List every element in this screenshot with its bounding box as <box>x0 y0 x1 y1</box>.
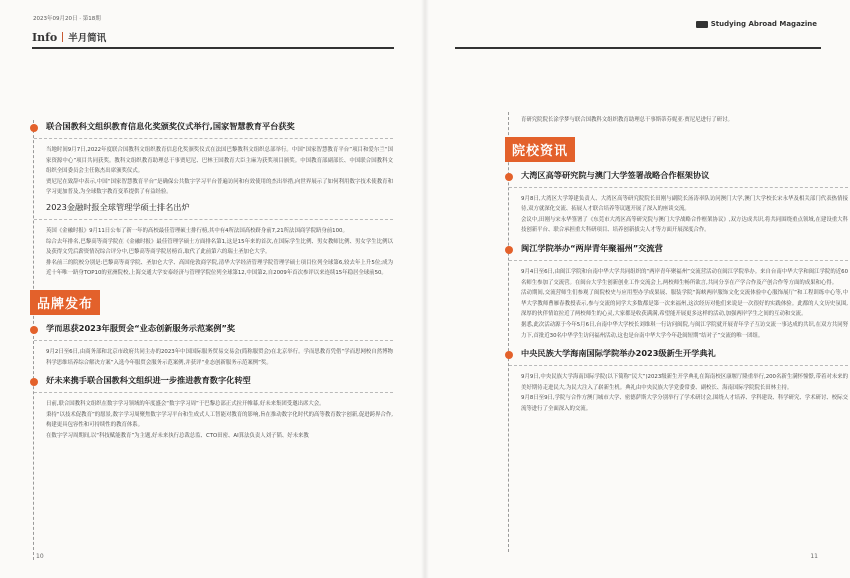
article-title: 闽江学院举办“两岸青年聚福州”交流营 <box>521 242 663 253</box>
bullet-dot <box>505 351 513 359</box>
paragraph: 育研究院院长涂学梦与联合国教科文组织教育助理总干事斯蒂芬妮亚·贾尼尼进行了研讨。 <box>521 117 733 123</box>
divider <box>34 392 393 393</box>
brand-banner: 品牌发布 <box>30 290 100 315</box>
divider <box>509 187 848 188</box>
paragraph: 贾尼尼在致辞中表示,中国“国家智慧教育平台”是确保公共数字学习平台普遍访问和有效使用的杰出举措,向世界展示了如何利用数字技术使教育和学习更加普及,为全球数字教育变革提供了有益经验。 <box>46 178 393 196</box>
article-gba-macau <box>509 169 848 236</box>
article-title: 中央民族大学海南国际学院举办2023级新生开学典礼 <box>521 348 716 359</box>
paragraph: 当地时间9月7日,2022年度联合国教科文组织教育信息化奖颁奖仪式在法国巴黎教科文组织总部举行。中国“国家智慧教育平台”项目和爱尔兰“国家资源中心”项目共同获奖。教科文组织教育助理总干事贾尼尼、巴林王国教育大臣主麻为获奖项目颁奖。中国教育部副部长、中国联合国教科文组织全国委员会主任陈杰出席颁奖仪式。 <box>46 147 393 175</box>
paragraph: 会议中,田刚与宋永华签署了《东莞市大湾区高等研究院与澳门大学战略合作框架协议》,双方达成共识,将共同围绕重点领域,在建设重大科技创新平台、联合承担重大科研项目、培养创新拔尖人才等方面开展深度合作。 <box>521 216 848 234</box>
divider <box>509 365 848 366</box>
paragraph: 9月4日至6日,由闽江学院和台南中华大学共同组织的“两岸青年聚福州”交流营活动在闽江学院举办。来自台南中华大学和闽江学院的近60名师生参加了交流营。在闽台大学生创新创业工作交流会上,两校师生畅所欲言,共同分享在产学合作及产创合作等方面的成果和心得。 <box>521 268 848 286</box>
article-subtitle: 2023金融时报全球管理学硕士排名出炉 <box>46 201 190 212</box>
paragraph: 活动期间,交流营师生们参观了闽院校史与应用型办学成果展、服装学院“海峡两岸服饰文化交流体验中心服饰展厅”和工程训练中心等,中华大学教师曹雁春教授表示,参与交流的同学大多数都是第一次来福州,这次经历对他们来说是一次很好的实践体验。此都的人文历史氛围,深厚的伙伴情谊拉近了两校师生的心灵,大家都是收获满满,希望能开展更多这样的活动,加强两岸学生之间的互动和交流。 <box>521 290 848 318</box>
article-title: 学而思获2023年服贸会“业态创新服务示范案例”奖 <box>46 322 236 333</box>
divider <box>34 219 393 220</box>
section-divider <box>62 32 63 42</box>
bullet-dot <box>30 124 38 132</box>
article-minjiang <box>509 242 848 341</box>
paragraph: 9月9日,中央民族大学海南国际学院(以下简称“民大”)2023级新生开学典礼在海南校区康堰厅隆重举行,200名新生满怀憧憬,带着对未来的美好期待走进民大,为民大注入了崭新生机。典礼由中央民族大学党委常委、副校长、海南国际学院院长田林主持。 <box>521 374 848 391</box>
left-column <box>33 120 393 560</box>
magazine-masthead <box>696 20 817 28</box>
paragraph: 日前,联合国教科文组织在数字学习领域的年度盛会“数字学习周”于巴黎总部正式拉开帷幕,好未来集团受邀出席大会。 <box>46 401 325 408</box>
divider <box>509 260 848 261</box>
page-gutter <box>421 0 429 578</box>
page-number-right: 11 <box>810 553 818 560</box>
article-unesco-award <box>34 120 393 279</box>
paragraph: 在数字学习周期间,以“科技赋能教育”为主题,好未来执行总裁总监、CTO田密、AI算法负责人刘子韬、好未来教 <box>46 432 309 439</box>
right-column <box>508 112 848 552</box>
article-xueersi <box>34 322 393 368</box>
issue-date: 2023年09月20日 · 第18期 <box>33 16 101 22</box>
article-tal-unesco <box>34 374 393 441</box>
bullet-dot <box>505 246 513 254</box>
paragraph: 9月8日至9日,学院与合作方澳门城市大学、密德萨斯大学分别举行了学术研讨会,围绕人才培养、学科建设、科学研究、学术研讨、校际交流等进行了全面深入的交流。 <box>521 395 848 412</box>
magazine-name: Studying Abroad Magazine <box>710 20 817 28</box>
section-en: Info <box>32 31 58 44</box>
page-number-left: 10 <box>36 553 44 560</box>
magazine-logo-icon <box>696 21 708 28</box>
paragraph: 秉持“以技术促教育”的愿景,数字学习周聚焦数字学习平台和生成式人工智能对教育的影响,旨在推动数字化时代的高等教育数字创新,促进跨界合作,构建更具包容性和可持续性的教育体系。 <box>46 411 393 429</box>
paragraph: 据悉,此次活动源于今年5月6日,台南中华大学校长刘维琪一行访问闽院,与闽江学院就开展青年学子互访交流一事达成的共识,在双方共同努力下,首批近30名中华学生访问福州活动,这也是台南中华大学今年赴闽短期“结对子”交流的唯一团组。 <box>521 321 848 339</box>
article-title: 大湾区高等研究院与澳门大学签署战略合作框架协议 <box>521 169 710 180</box>
article-minzu-hainan <box>509 347 848 414</box>
header-rule <box>32 47 394 49</box>
paragraph: 综合去年排名,巴黎高等商学院在《金融时报》最佳管理学硕士方面排名第1,这是15年来的首次,在国际学生比例、男女教师比例、男女学生比例以及获得文凭后薪资情况综合评分中,巴黎高等商学院居榜首,取代了此前第六的瑞士圣加仑大学。 <box>46 238 393 256</box>
paragraph: 排名前三的院校分别是:巴黎高等商学院、圣加仑大学、高国伦敦商学院,清华大学经济管理学院管理学硕士项目位列全球第6,较去年上升5位;成为近十年唯一跻身TOP10的亚洲院校,上海交通大学安泰经济与管理学院位列全球第12,中国第2,自2009年首次参评以来连续15年稳居全球前50。 <box>46 259 393 277</box>
bullet-dot <box>505 173 513 181</box>
bullet-dot <box>30 378 38 386</box>
article-continued <box>509 115 848 126</box>
section-cn: 半月简讯 <box>68 33 107 44</box>
section-header <box>32 30 106 44</box>
article-title: 好未来携手联合国教科文组织进一步推进教育数字化转型 <box>46 375 251 386</box>
bullet-dot <box>30 326 38 334</box>
article-title: 联合国教科文组织教育信息化奖颁奖仪式举行,国家智慧教育平台获奖 <box>46 121 295 131</box>
paragraph: 英国《金融时报》9月11日公布了新一年的高校最佳管理硕士排行榜,其中有4所法国高校跻身前7,21所法国商学院跻身前100。 <box>46 227 348 234</box>
paragraph: 9月2日至6日,由商务部和北京市政府共同主办的2023年中国国际服务贸易交易会(简称服贸会)在北京举行。学而思教育凭借“学而思网校自然博物科学思维培养综合解决方案”入选今年服贸会服务示范案例,并获评“业态创新服务示范案例”奖。 <box>46 348 393 366</box>
college-banner: 院校资讯 <box>505 137 575 162</box>
header-rule <box>455 47 821 49</box>
divider <box>34 340 393 341</box>
paragraph: 9月8日,大湾区大学筹建负责人、大湾区高等研究院院长田刚与副院长汤涛率队访问澳门大学,澳门大学校长宋永华及相关部门代表热情接待,双方就深化交流、拓展人才联合培养等议题开展了深入的座谈交流。 <box>521 195 848 213</box>
divider <box>34 138 393 139</box>
